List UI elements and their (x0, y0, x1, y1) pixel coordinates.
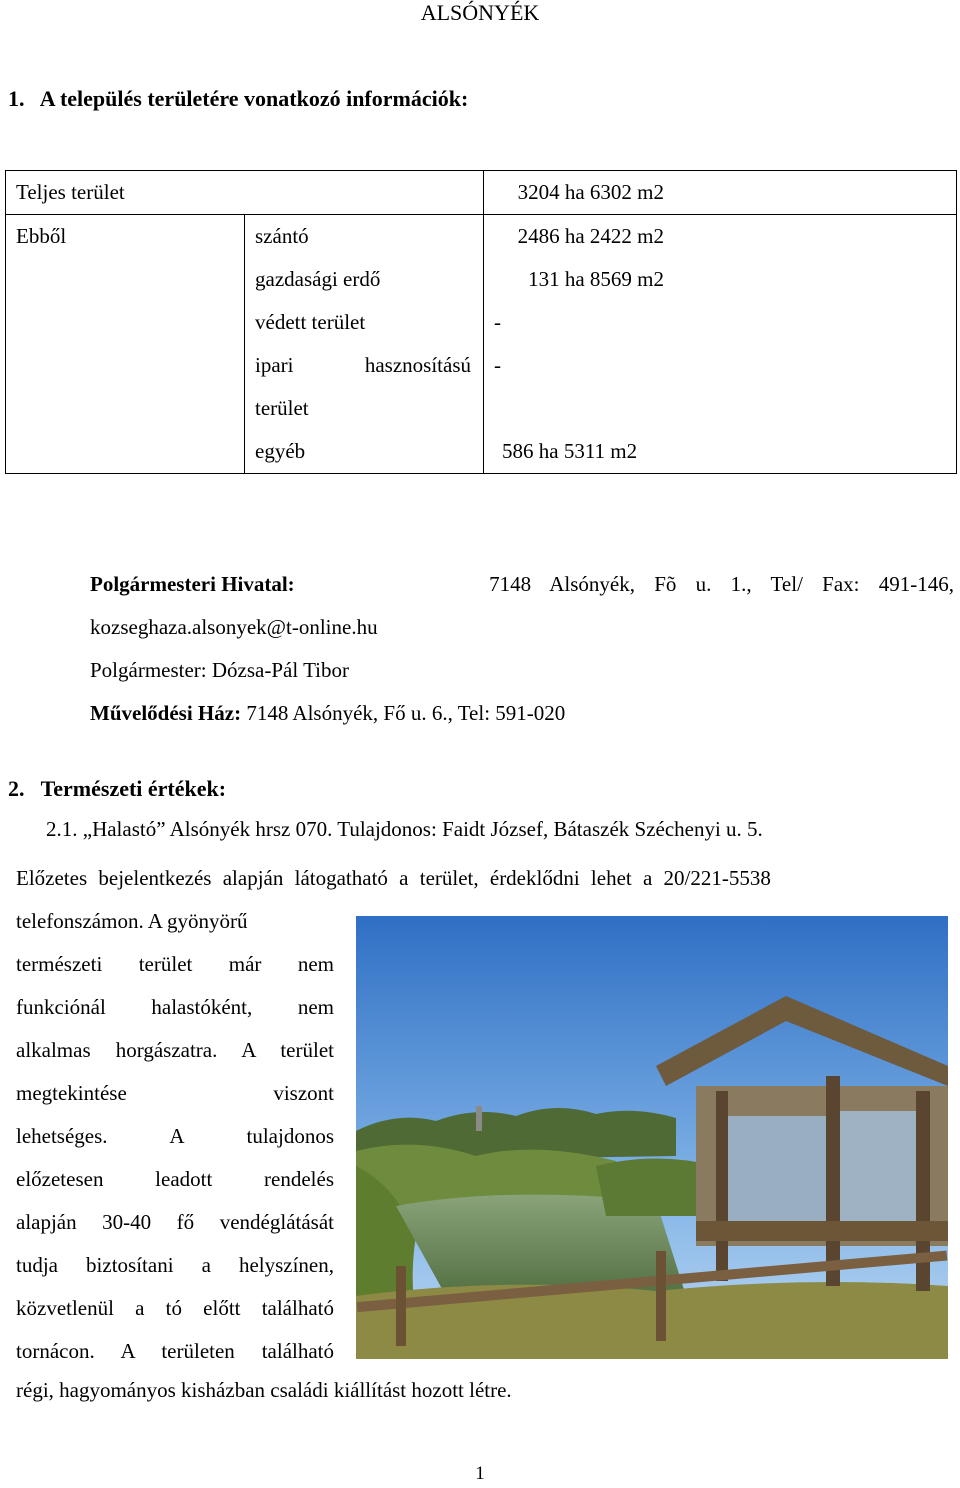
paragraph-line: természeti terület már nem (16, 952, 334, 976)
subsection-2-1: 2.1. „Halastó” Alsónyék hrsz 070. Tulajdonos: Faidt József, Bátaszék Széchenyi u. 5. (46, 817, 763, 841)
table-cell: Ebből (6, 215, 245, 474)
paragraph-line: telefonszámon. A gyönyörű (16, 909, 248, 933)
paragraph-line: funkciónál halastóként, nem (16, 995, 334, 1019)
office-label: Polgármesteri Hivatal: (90, 572, 295, 596)
document-title: ALSÓNYÉK (420, 0, 540, 25)
culture-line (90, 692, 954, 735)
paragraph-line: tornácon. A területen található (16, 1339, 334, 1363)
paragraph-line: tudja biztosítani a helyszínen, (16, 1253, 334, 1277)
table-cell: szántó gazdasági erdő védett terület ipari hasznosítású terület egyéb (245, 215, 484, 474)
paragraph-line: közvetlenül a tó előtt található (16, 1296, 334, 1320)
land-area-table (5, 170, 957, 474)
paragraph-line: lehetséges. A tulajdonos (16, 1124, 334, 1148)
section-1-heading: 1. A település területére vonatkozó információk: (8, 86, 469, 111)
page-number: 1 (475, 1463, 485, 1484)
culture-label: Művelődési Ház: (90, 701, 242, 725)
contact-block (90, 563, 954, 735)
lake-gazebo-photo (356, 916, 948, 1359)
table-cell: Teljes terület (6, 171, 484, 215)
table-row (6, 171, 957, 215)
mayor-text: Polgármester: Dózsa-Pál Tibor (90, 658, 349, 682)
section-2-heading: 2. Természeti értékek: (8, 776, 227, 801)
office-line (90, 563, 954, 606)
table-row (6, 215, 957, 474)
office-address: 7148 Alsónyék, Fõ u. 1., Tel/ Fax: 491-146, (489, 572, 954, 596)
paragraph-column (16, 900, 334, 1373)
paragraph-line: alapján 30-40 fő vendéglátását (16, 1210, 334, 1234)
culture-address: 7148 Alsónyék, Fő u. 6., Tel: 591-020 (246, 701, 566, 725)
table-cell: 3204 ha 6302 m2 (484, 171, 957, 215)
table-cell: 2486 ha 2422 m2 131 ha 8569 m2 - - 586 ha 5311 m2 (484, 215, 957, 474)
paragraph-line: megtekintése viszont (16, 1081, 334, 1105)
paragraph-last-line: régi, hagyományos kisházban családi kiállítást hozott létre. (16, 1378, 512, 1402)
paragraph-line: előzetesen leadott rendelés (16, 1167, 334, 1191)
email-text: kozseghaza.alsonyek@t-online.hu (90, 615, 378, 639)
paragraph-first-line: Előzetes bejelentkezés alapján látogatható a terület, érdeklődni lehet a 20/221-5538 (16, 866, 771, 890)
paragraph-line: alkalmas horgászatra. A terület (16, 1038, 334, 1062)
